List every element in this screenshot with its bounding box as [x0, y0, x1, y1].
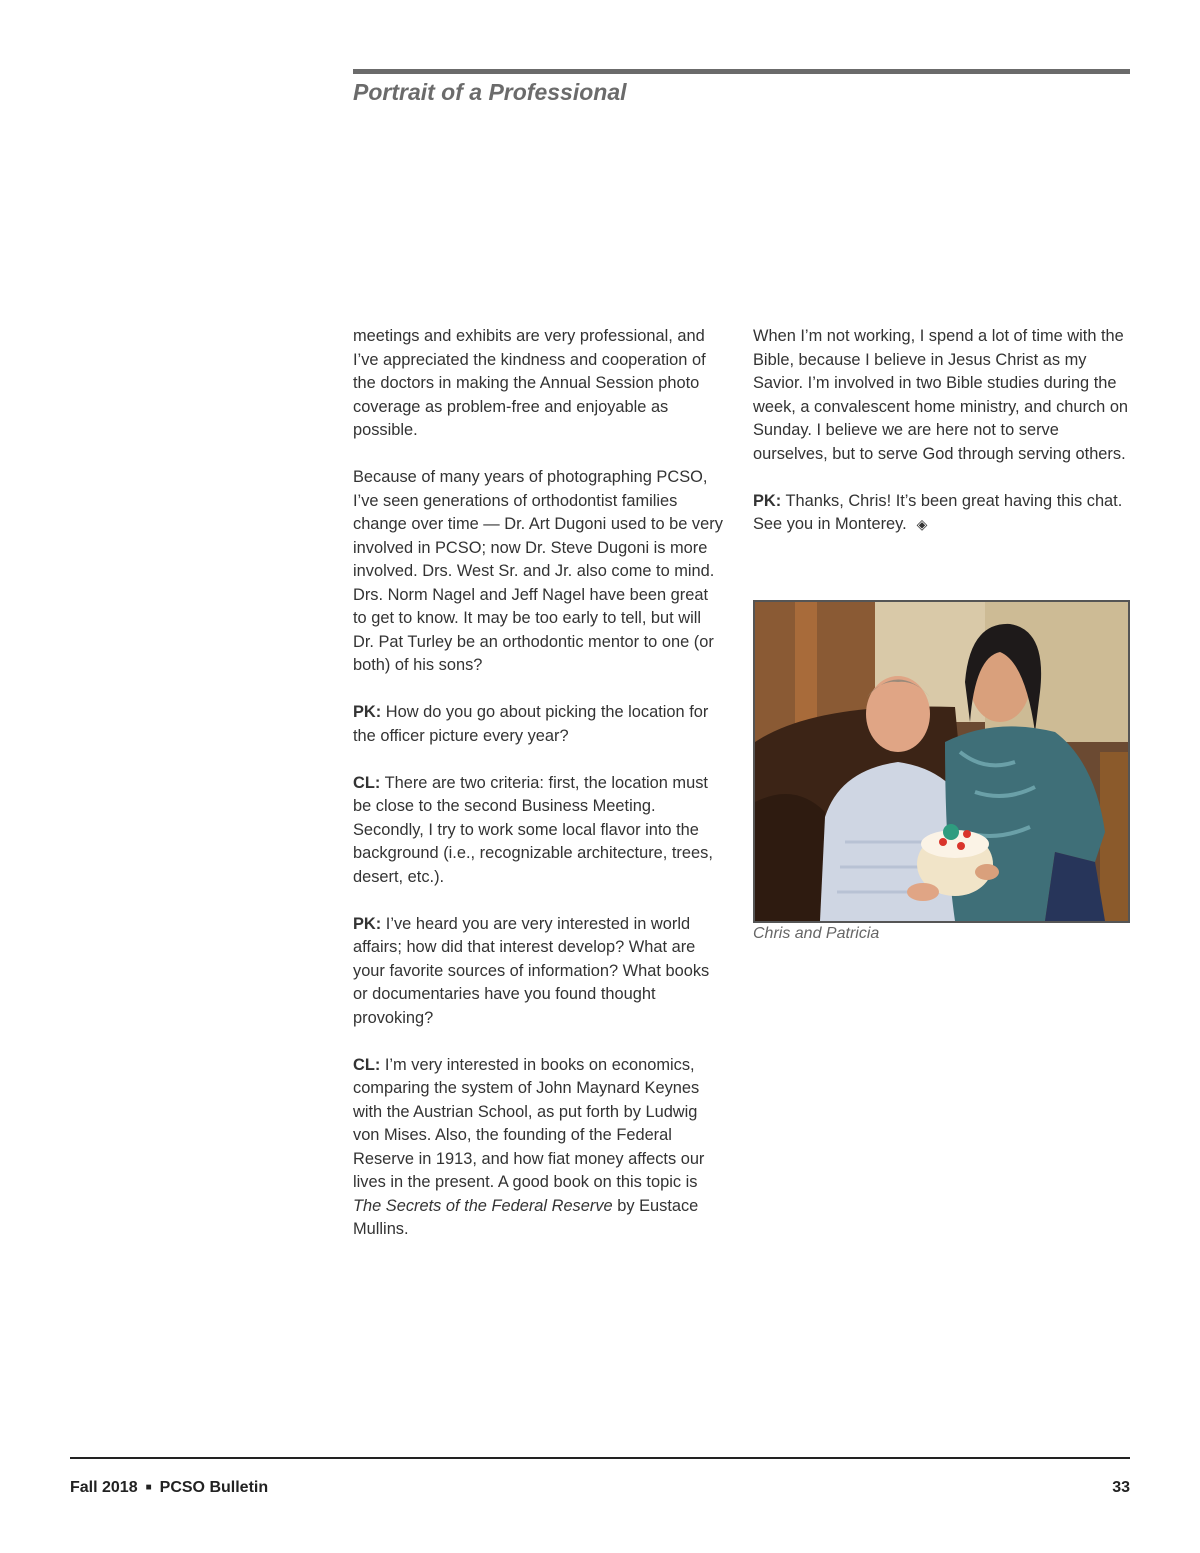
section-title: Portrait of a Professional — [353, 79, 627, 105]
question-text: How do you go about picking the location for the officer picture every year? — [353, 703, 709, 745]
footer-separator-icon: ■ — [145, 1482, 152, 1493]
speaker-label: CL: — [353, 1055, 381, 1074]
speaker-label: PK: — [353, 914, 382, 933]
book-title: The Secrets of the Federal Reserve — [353, 1196, 613, 1215]
end-of-article-icon: ◈ — [916, 516, 928, 532]
question-paragraph — [353, 701, 725, 748]
question-paragraph — [753, 490, 1130, 537]
paragraph: When I’m not working, I spend a lot of time with the Bible, because I believe in Jesus Christ as my Savior. I’m involved in two Bible studies during the week, a convalescent home ministry, and church on Sunday. I believe we are here not to serve ourselves, but to serve God through serving others. — [753, 327, 1129, 463]
question-text: Thanks, Chris! It’s been great having this chat. See you in Monterey. — [753, 491, 1123, 533]
footer-rule — [70, 1457, 1130, 1459]
question-paragraph — [353, 913, 725, 1031]
article-column-right — [753, 325, 1130, 560]
question-text: I’ve heard you are very interested in world affairs; how did that interest develop? What are your favorite sources of information? What books or documentaries have you found thought provoking? — [353, 914, 710, 1027]
photo-caption: Chris and Patricia — [753, 925, 880, 942]
paragraph: Because of many years of photographing PCSO, I’ve seen generations of orthodontist families change over time — Dr. Art Dugoni used to be very involved in PCSO; now Dr. Steve Dugoni is more involved. Drs. West Sr. and Jr. also come to mind. Drs. Norm Nagel and Jeff Nagel have been great to get to know. It may be too early to tell, but will Dr. Pat Turley be an orthodontic mentor to one (or both) of his sons? — [353, 468, 723, 674]
speaker-label: PK: — [353, 703, 382, 721]
footer-issue-info — [70, 1479, 268, 1497]
paragraph: meetings and exhibits are very professional, and I’ve appreciated the kindness and cooperation of the doctors in making the Annual Session photo coverage as problem-free and enjoyable as possible. — [353, 327, 706, 439]
top-rule — [353, 69, 1130, 74]
speaker-label: CL: — [353, 773, 381, 792]
page-number: 33 — [1112, 1479, 1130, 1496]
answer-paragraph — [353, 1054, 725, 1242]
photo-illustration — [755, 602, 1128, 921]
answer-text: I’m very interested in books on economics, comparing the system of John Maynard Keynes with the Austrian School, as put forth by Ludwig von Mises. Also, the founding of the Federal Reserve in 1913, and how fiat money affects our lives in the present. A good book on this topic is — [353, 1055, 705, 1191]
answer-paragraph — [353, 772, 725, 890]
footer-publication: PCSO Bulletin — [159, 1479, 269, 1496]
photo-chris-and-patricia — [753, 600, 1130, 923]
answer-text-tail: by Eustace Mullins. — [353, 1196, 699, 1238]
speaker-label: PK: — [753, 491, 782, 510]
article-column-left — [353, 325, 725, 1265]
footer-issue: Fall 2018 — [70, 1479, 138, 1496]
answer-text: There are two criteria: first, the location must be close to the second Business Meeting. Secondly, I try to work some local flavor into the background (i.e., recognizable architecture, trees, desert, etc.). — [353, 773, 713, 886]
